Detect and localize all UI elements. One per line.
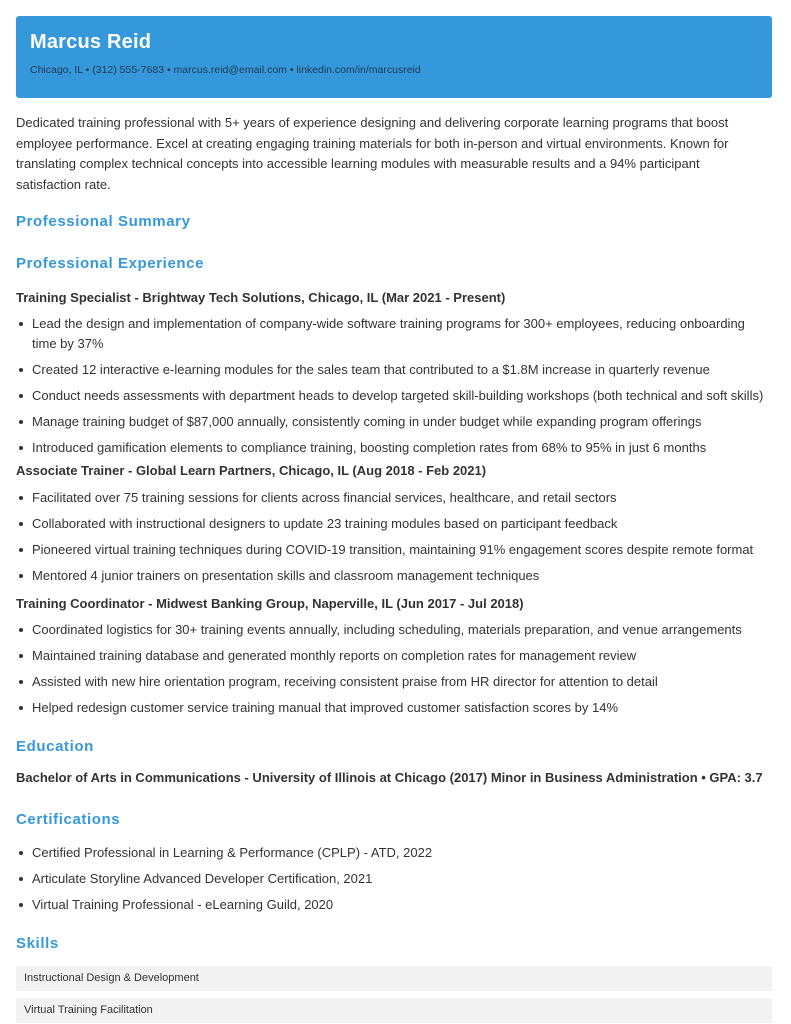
list-item: Helped redesign customer service training manual that improved customer satisfaction scores by 14% — [16, 698, 771, 718]
skill-item: Virtual Training Facilitation — [16, 998, 772, 1023]
list-item: Maintained training database and generated monthly reports on completion rates for management review — [16, 646, 771, 666]
list-item: Pioneered virtual training techniques during COVID-19 transition, maintaining 91% engagement scores despite remote format — [16, 540, 771, 560]
list-item: Conduct needs assessments with department heads to develop targeted skill-building workshops (both technical and soft skills) — [16, 386, 771, 406]
list-item: Facilitated over 75 training sessions for clients across financial services, healthcare, and retail sectors — [16, 488, 771, 508]
section-title-experience: Professional Experience — [16, 255, 205, 272]
list-item: Virtual Training Professional - eLearning Guild, 2020 — [16, 895, 771, 915]
job-title: Associate Trainer - Global Learn Partners, Chicago, IL (Aug 2018 - Feb 2021) — [16, 463, 487, 478]
summary-paragraph: Dedicated training professional with 5+ years of experience designing and delivering corporate learning programs that boost employee performance. Excel at creating engaging training materials for both in-person and virtual environments. Known for translating complex technical concepts into accessible learning modules with measurable results and a 94% participant satisfaction rate. — [16, 115, 729, 192]
section-title-certifications: Certifications — [16, 811, 121, 828]
job-bullets — [16, 620, 771, 724]
list-item: Mentored 4 junior trainers on presentation skills and classroom management techniques — [16, 566, 771, 586]
skill-item: Instructional Design & Development — [16, 966, 772, 991]
section-title-education: Education — [16, 738, 94, 755]
section-title-summary: Professional Summary — [16, 213, 191, 230]
list-item: Manage training budget of $87,000 annually, consistently coming in under budget while expanding program offerings — [16, 412, 771, 432]
list-item: Created 12 interactive e-learning modules for the sales team that contributed to a $1.8M increase in quarterly revenue — [16, 360, 771, 380]
list-item: Collaborated with instructional designers to update 23 training modules based on participant feedback — [16, 514, 771, 534]
job-bullets — [16, 314, 771, 464]
list-item: Introduced gamification elements to compliance training, boosting completion rates from 68% to 95% in just 6 months — [16, 438, 771, 458]
list-item: Articulate Storyline Advanced Developer Certification, 2021 — [16, 869, 771, 889]
contact-info: Chicago, IL • (312) 555-7683 • marcus.reid@email.com • linkedin.com/in/marcusreid — [30, 64, 421, 76]
list-item: Assisted with new hire orientation program, receiving consistent praise from HR director for attention to detail — [16, 672, 771, 692]
list-item: Certified Professional in Learning & Performance (CPLP) - ATD, 2022 — [16, 843, 771, 863]
list-item: Coordinated logistics for 30+ training events annually, including scheduling, materials preparation, and venue arrangements — [16, 620, 771, 640]
resume-header — [16, 16, 772, 98]
job-title: Training Specialist - Brightway Tech Solutions, Chicago, IL (Mar 2021 - Present) — [16, 290, 506, 305]
candidate-name: Marcus Reid — [30, 31, 152, 53]
job-title: Training Coordinator - Midwest Banking Group, Naperville, IL (Jun 2017 - Jul 2018) — [16, 596, 524, 611]
certifications-list — [16, 843, 771, 921]
education-entry: Bachelor of Arts in Communications - University of Illinois at Chicago (2017) Minor in Business Administration • GPA: 3.7 — [16, 770, 763, 785]
section-title-skills: Skills — [16, 935, 59, 952]
job-bullets — [16, 488, 771, 592]
list-item: Lead the design and implementation of company-wide software training programs for 300+ employees, reducing onboarding time by 37% — [16, 314, 771, 353]
